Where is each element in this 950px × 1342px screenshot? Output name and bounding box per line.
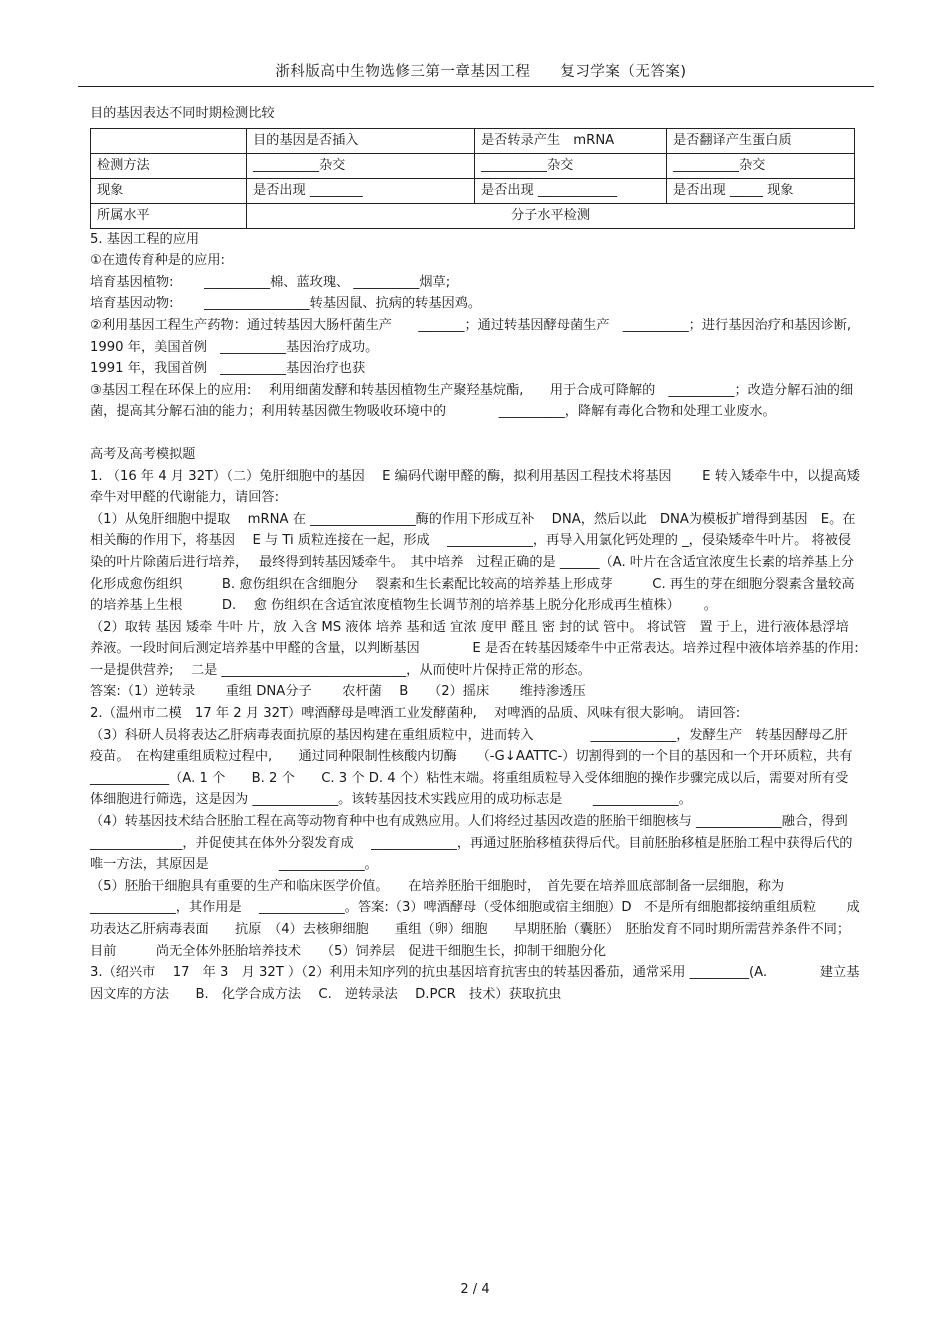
question-2-part-4: （4）转基因技术结合胚胎工程在高等动物育种中也有成熟应用。人们将经过基因改造的胚胎干细胞核与 _____________融合，得到 ______________，并促使其在体外分裂发育成 _____________，再通过胚胎移植获得后代。目前胚胎移植是胚胎工程中获得后代的唯一方法，其原因是 _____________。 xyxy=(90,814,866,873)
section-heading: 高考及高考模拟题 xyxy=(90,446,196,462)
question-2-stem: 2.（温州市二模 17 年 2 月 32T）啤酒酵母是啤酒工业发酵菌种, 对啤酒的品质、风味有很大影响。 请回答: xyxy=(90,706,741,722)
table-row xyxy=(91,203,855,228)
paragraph: ①在遗传育种是的应用: xyxy=(90,253,225,269)
table-cell: __________杂交 xyxy=(667,153,855,178)
table-row xyxy=(91,128,855,153)
header-divider xyxy=(78,86,874,87)
question-2-part-3: （3）科研人员将表达乙肝病毒表面抗原的基因构建在重组质粒中，进而转入 _____________，发酵生产 转基因酵母乙肝疫苗。 在构建重组质粒过程中, 通过同种限制性核酸内切酶 （-G↓AATTC-）切割得到的一个目的基因和一个开环质粒，共有 ____________（A. 1 个 B. 2 个 C. 3 个 D. 4 个）粘性末端。将重组质粒导入受体细胞的操作步骤完成以后，需要对所有受体细胞进行筛选，这是因为 _____________。该转基因技术实践应用的成功标志是 _____________。 xyxy=(90,727,883,808)
table-cell: 分子水平检测 xyxy=(247,203,855,228)
paragraph: ②利用基因工程生产药物：通过转基因大肠杆菌生产 _______；通过转基因酵母菌生产 __________；进行基因治疗和基因诊断, 1990 年，美国首例 __________基因治疗成功。 xyxy=(90,317,869,355)
table-caption: 目的基因表达不同时期检测比较 xyxy=(90,106,275,121)
detection-comparison-table xyxy=(90,128,855,229)
table-header-cell: 是否翻译产生蛋白质 xyxy=(667,128,855,153)
table-row xyxy=(91,153,855,178)
table-cell: __________杂交 xyxy=(475,153,667,178)
question-1-stem: 1. （16 年 4 月 32T）（二）兔肝细胞中的基因 E 编码代谢甲醛的酶，拟利用基因工程技术将基因 E 转入矮牵牛中，以提高矮牵牛对甲醛的代谢能力，请回答: xyxy=(90,468,860,506)
paragraph: ③基因工程在环保上的应用: 利用细菌发酵和转基因植物生产聚羟基烷酯, 用于合成可降解的 __________；改造分解石油的细菌，提高其分解石油的能力；利用转基因微生物吸收环境中的 __________，降解有毒化合物和处理工业废水。 xyxy=(90,382,854,420)
table-cell: __________杂交 xyxy=(247,153,475,178)
table-cell xyxy=(91,128,247,153)
table-row xyxy=(91,178,855,203)
table-cell: 是否出现 ____________ xyxy=(475,178,667,203)
page-header: 浙科版高中生物选修三第一章基因工程 复习学案（无答案) xyxy=(275,64,687,80)
table-row-label: 检测方法 xyxy=(91,153,247,178)
table-row-label: 现象 xyxy=(91,178,247,203)
table-cell: 是否出现 ________ xyxy=(247,178,475,203)
spacer xyxy=(90,423,860,444)
table-row-label: 所属水平 xyxy=(91,203,247,228)
question-2-part-5: （5）胚胎干细胞具有重要的生产和临床医学价值。 在培养胚胎干细胞时， 首先要在培养皿底部制备一层细胞，称为 _____________，其作用是 _____________。答案:（3）啤酒酵母（受体细胞或宿主细胞）D 不是所有细胞都接纳重组质粒 成功表达乙肝病毒表面 抗原 （4）去核卵细胞 重组（卵）细胞 早期胚胎（囊胚） 胚胎发育不同时期所需营养条件不同；目前 尚无全体外胚胎培养技术 （5）饲养层 促进干细胞生长，抑制干细胞分化 xyxy=(90,878,860,959)
table-header-cell: 目的基因是否插入 xyxy=(247,128,475,153)
question-3-stem: 3.（绍兴市 17 年 3 月 32T ）（2）利用未知序列的抗虫基因培育抗害虫的转基因番茄，通常采用 _________(A. 建立基因文库的方法 B. 化学合成方法 C. 逆转录法 D.PCR 技术）获取抗虫 xyxy=(90,965,860,1002)
document-body xyxy=(90,103,886,1005)
table-cell: 是否出现 _____ 现象 xyxy=(667,178,855,203)
question-1-part-1: （1）从兔肝细胞中提取 mRNA 在 ________________酶的作用下形成互补 DNA，然后以此 DNA为模板扩增得到基因 E。在相关酶的作用下，将基因 E 与 Ti 质粒连接在一起，形成 _____________，再导入用氯化钙处理的 _，侵染矮牵牛叶片。 将被侵染的叶片除菌后进行培养， 最终得到转基因矮牵牛。 其中培养 过程正确的是 ______（A. 叶片在含适宜浓度生长素的培养基上分化形成愈伤组织 B. 愈伤组织在含细胞分 裂素和生长素配比较高的培养基上形成芽 C. 再生的芽在细胞分裂素含量较高的培养基上生根 D. 愈 伤组织在含适宜浓度植物生长调节剂的培养基上脱分化形成再生植株） 。 xyxy=(90,511,856,614)
question-1-answer: 答案:（1）逆转录 重组 DNA分子 农杆菌 B （2）摇床 维持渗透压 xyxy=(90,684,586,700)
paragraph: 培育基因动物: ________________转基因鼠、抗病的转基因鸡。 xyxy=(90,296,482,312)
paragraph: 培育基因植物: __________棉、蓝玫瑰、 __________烟草; xyxy=(90,274,451,290)
paragraph: 1991 年，我国首例 __________基因治疗也获 xyxy=(90,361,366,377)
section-heading: 5. 基因工程的应用 xyxy=(90,231,200,247)
table-header-cell: 是否转录产生 mRNA xyxy=(475,128,667,153)
page-number: 2 / 4 xyxy=(460,1282,490,1297)
question-1-part-2: （2）取转 基因 矮牵 牛叶 片，放 入含 MS 液体 培养 基和适 宜浓 度甲 醛且 密 封的试 管中。 将试管 置 于上，进行液体悬浮培养液。一段时间后测定培养基中甲醛的含量，以判断基因 E 是否在转基因矮牵牛中正常表达。培养过程中液体培养基的作用: 一是提供营养; 二是 ____________________________，从而使叶片保持正常的形态。 xyxy=(90,619,886,678)
